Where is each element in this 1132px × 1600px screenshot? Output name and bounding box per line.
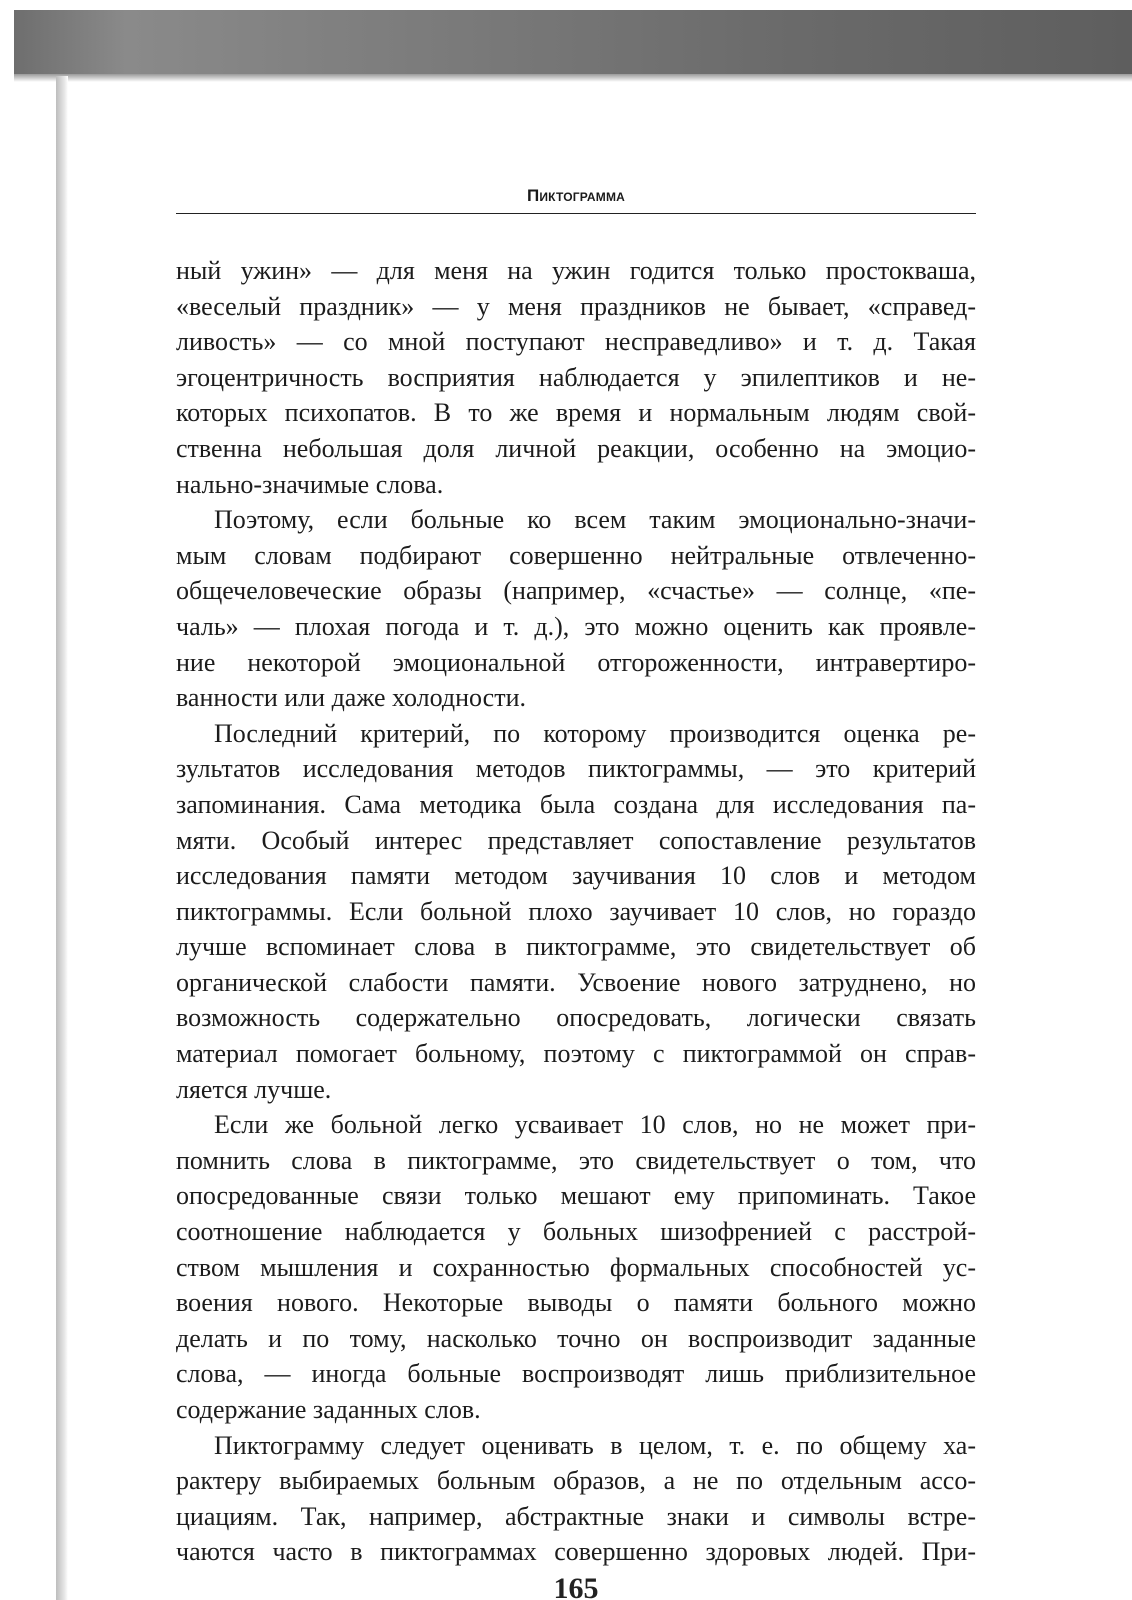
text-line: зультатов исследования методов пиктограммы, — это критерий xyxy=(176,754,976,784)
text-line: Поэтому, если больные ко всем таким эмоционально-значи- xyxy=(214,505,976,535)
text-line: пиктограммы. Если больной плохо заучивает 10 слов, но гораздо xyxy=(176,896,976,926)
text-line: рактеру выбираемых больным образов, а не по отдельным ассо- xyxy=(176,1466,976,1496)
text-line: эгоцентричность восприятия наблюдается у эпилептиков и не- xyxy=(176,362,976,392)
paragraph xyxy=(176,502,976,716)
text-line: чаются часто в пиктограммах совершенно здоровых людей. При- xyxy=(176,1537,976,1567)
text-line: ние некоторой эмоциональной отгороженности, интравертиро- xyxy=(176,647,976,677)
text-line: ством мышления и сохранностью формальных способностей ус- xyxy=(176,1252,976,1282)
text-line: материал помогает больному, поэтому с пиктограммой он справ- xyxy=(176,1039,976,1069)
text-line: содержание заданных слов. xyxy=(176,1395,481,1424)
text-line: Пиктограмму следует оценивать в целом, т. е. по общему ха- xyxy=(214,1430,976,1460)
text-line: ственна небольшая доля личной реакции, особенно на эмоцио- xyxy=(176,433,976,463)
text-line: воения нового. Некоторые выводы о памяти больного можно xyxy=(176,1288,976,1318)
text-line: запоминания. Сама методика была создана для исследования па- xyxy=(176,789,976,819)
text-line: которых психопатов. В то же время и нормальным людям свой- xyxy=(176,398,976,428)
text-line: слова, — иногда больные воспроизводят лишь приблизительное xyxy=(176,1359,976,1389)
running-head: Пиктограмма xyxy=(526,186,626,205)
text-line: лучше вспоминает слова в пиктограмме, это свидетельствует об xyxy=(176,932,976,962)
text-line: возможность содержательно опосредовать, логически связать xyxy=(176,1003,976,1033)
text-line: ванности или даже холодности. xyxy=(176,683,526,713)
text-line: делать и по тому, насколько точно он воспроизводит заданные xyxy=(176,1323,976,1353)
book-page xyxy=(176,0,976,1600)
text-line: циациям. Так, например, абстрактные знаки и символы встре- xyxy=(176,1501,976,1531)
paragraph xyxy=(176,253,976,502)
text-line: ный ужин» — для меня на ужин годится только простокваша, xyxy=(176,256,976,285)
paragraph xyxy=(176,716,976,1108)
text-line: опосредованные связи только мешают ему припоминать. Такое xyxy=(176,1181,976,1211)
paragraph xyxy=(176,1107,976,1427)
page-number: 165 xyxy=(553,1572,599,1600)
text-line: помнить слова в пиктограмме, это свидетельствует о том, что xyxy=(176,1145,976,1175)
header-rule xyxy=(176,213,976,214)
text-line: исследования памяти методом заучивания 10 слов и методом xyxy=(176,861,976,891)
book-spine-shadow xyxy=(56,76,68,1600)
text-line: чаль» — плохая погода и т. д.), это можно оценить как проявле- xyxy=(176,611,976,641)
text-line: Последний критерий, по которому производится оценка ре- xyxy=(214,718,976,748)
text-line: ляется лучше. xyxy=(176,1074,332,1104)
text-line: соотношение наблюдается у больных шизофренией с расстрой- xyxy=(176,1217,976,1247)
text-line: ливость» — со мной поступают несправедливо» и т. д. Такая xyxy=(176,327,976,357)
paragraph xyxy=(176,1428,976,1570)
text-line: «веселый праздник» — у меня праздников не бывает, «справед- xyxy=(176,291,976,321)
page-body xyxy=(176,253,976,1570)
text-line: Если же больной легко усваивает 10 слов, но не может при- xyxy=(214,1110,976,1140)
text-line: нально-значимые слова. xyxy=(176,469,444,499)
text-line: органической слабости памяти. Усвоение нового затруднено, но xyxy=(176,967,976,997)
text-line: мым словам подбирают совершенно нейтральные отвлеченно- xyxy=(176,540,976,570)
text-line: мяти. Особый интерес представляет сопоставление результатов xyxy=(176,825,976,855)
text-line: общечеловеческие образы (например, «счастье» — солнце, «пе- xyxy=(176,576,976,606)
